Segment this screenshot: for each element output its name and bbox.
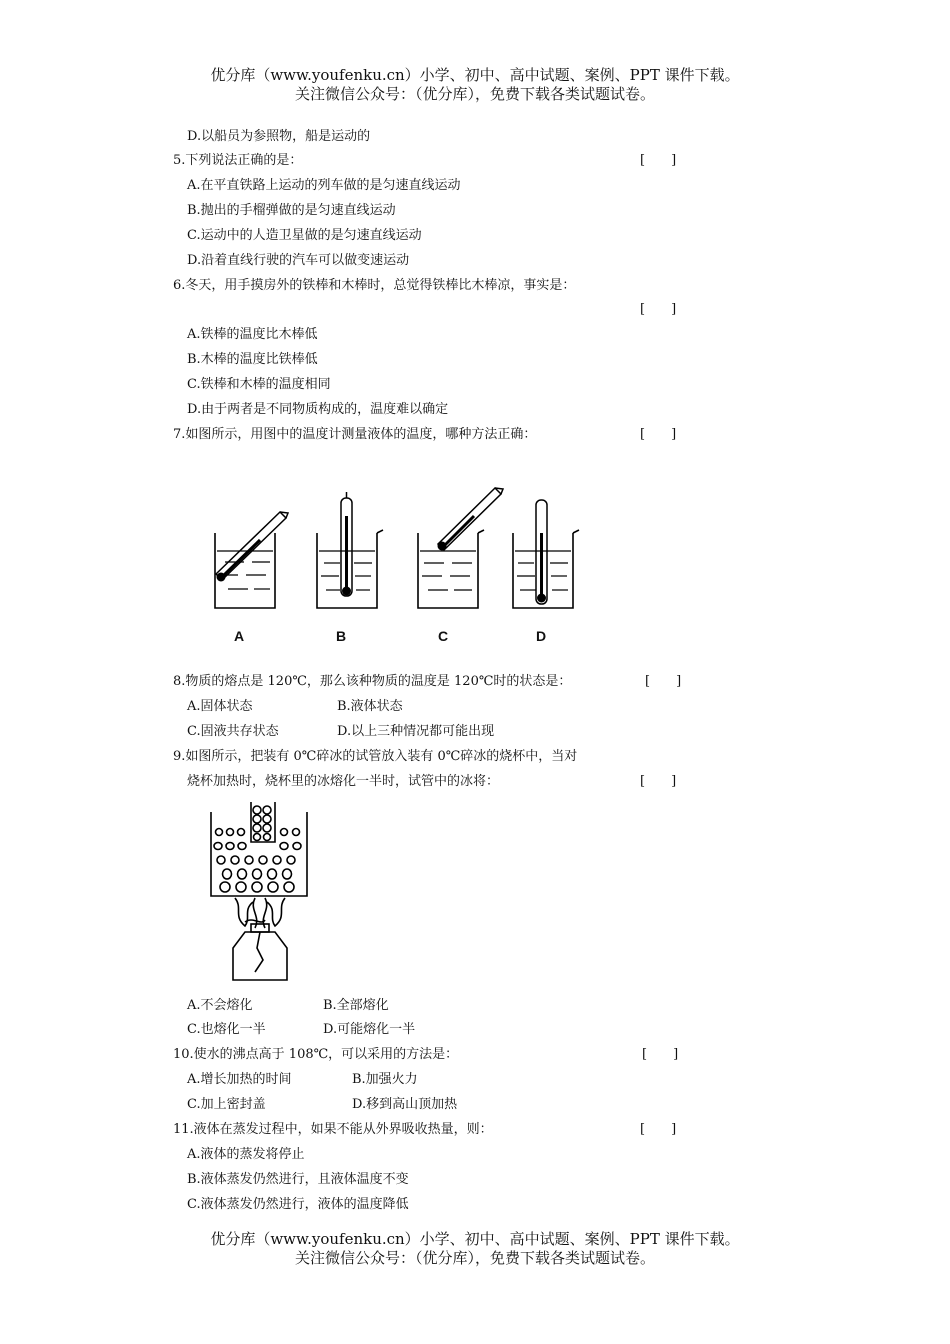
figure-label-d: D xyxy=(536,628,547,644)
q10-option-a: A.增长加热的时间 xyxy=(187,1072,292,1087)
q6-option-d: D.由于两者是不同物质构成的，温度难以确定 xyxy=(187,402,449,417)
q6-option-b: B.木棒的温度比铁棒低 xyxy=(187,352,318,367)
beaker-test-tube-figure xyxy=(205,798,315,986)
q7-stem: 7.如图所示，用图中的温度计测量液体的温度，哪种方法正确： xyxy=(173,427,537,442)
q6-option-a: A.铁棒的温度比木棒低 xyxy=(187,327,318,342)
figure-label-a: A xyxy=(234,628,245,644)
q11-option-b: B.液体蒸发仍然进行，且液体温度不变 xyxy=(187,1172,409,1187)
q11-option-a: A.液体的蒸发将停止 xyxy=(187,1147,305,1162)
q8-option-a: A.固体状态 xyxy=(187,699,253,714)
q5-option-d: D.沿着直线行驶的汽车可以做变速运动 xyxy=(187,253,410,268)
footer-line-1: 优分库（www.youfenku.cn）小学、初中、高中试题、案例、PPT 课件下载。 xyxy=(210,1230,740,1248)
q8-stem: 8.物质的熔点是 120℃，那么该种物质的温度是 120℃时的状态是： xyxy=(173,674,572,689)
q10-answer-bracket: [ ] xyxy=(642,1047,679,1062)
q5-answer-bracket: [ ] xyxy=(640,153,677,168)
q9-answer-bracket: [ ] xyxy=(640,774,677,789)
figure-label-b: B xyxy=(336,628,347,644)
q11-option-c: C.液体蒸发仍然进行，液体的温度降低 xyxy=(187,1197,409,1212)
header-line-2: 关注微信公众号：（优分库），免费下载各类试题试卷。 xyxy=(294,85,655,103)
q7-answer-bracket: [ ] xyxy=(640,427,677,442)
q8-answer-bracket: [ ] xyxy=(645,674,682,689)
q10-stem: 10.使水的沸点高于 108℃，可以采用的方法是： xyxy=(173,1047,459,1062)
q5-option-c: C.运动中的人造卫星做的是匀速直线运动 xyxy=(187,228,422,243)
q8-option-d: D.以上三种情况都可能出现 xyxy=(337,724,495,739)
q4-option-d: D.以船员为参照物，船是运动的 xyxy=(187,129,371,144)
q6-stem: 6.冬天，用手摸房外的铁棒和木棒时，总觉得铁棒比木棒凉，事实是： xyxy=(173,278,576,293)
q9-option-c: C.也熔化一半 xyxy=(187,1022,266,1037)
q9-option-b: B.全部熔化 xyxy=(323,998,389,1013)
footer-line-2: 关注微信公众号：（优分库），免费下载各类试题试卷。 xyxy=(294,1249,655,1267)
q5-stem: 5.下列说法正确的是： xyxy=(173,153,303,168)
q5-option-b: B.抛出的手榴弹做的是匀速直线运动 xyxy=(187,203,396,218)
q11-answer-bracket: [ ] xyxy=(640,1122,677,1137)
q9-option-a: A.不会熔化 xyxy=(187,998,253,1013)
q5-option-a: A.在平直铁路上运动的列车做的是匀速直线运动 xyxy=(187,178,461,193)
q9-stem-line-1: 9.如图所示，把装有 0℃碎冰的试管放入装有 0℃碎冰的烧杯中，当对 xyxy=(173,749,578,764)
q8-option-b: B.液体状态 xyxy=(337,699,403,714)
q8-option-c: C.固液共存状态 xyxy=(187,724,279,739)
q9-stem-line-2: 烧杯加热时，烧杯里的冰熔化一半时，试管中的冰将： xyxy=(187,774,500,789)
q11-stem: 11.液体在蒸发过程中，如果不能从外界吸收热量，则： xyxy=(173,1122,493,1137)
figure-label-c: C xyxy=(438,628,449,644)
q10-option-d: D.移到高山顶加热 xyxy=(352,1097,458,1112)
header-line-1: 优分库（www.youfenku.cn）小学、初中、高中试题、案例、PPT 课件下载。 xyxy=(210,66,740,84)
q10-option-c: C.加上密封盖 xyxy=(187,1097,266,1112)
q6-option-c: C.铁棒和木棒的温度相同 xyxy=(187,377,331,392)
q10-option-b: B.加强火力 xyxy=(352,1072,418,1087)
q6-answer-bracket: [ ] xyxy=(640,302,677,317)
q9-option-d: D.可能熔化一半 xyxy=(323,1022,416,1037)
